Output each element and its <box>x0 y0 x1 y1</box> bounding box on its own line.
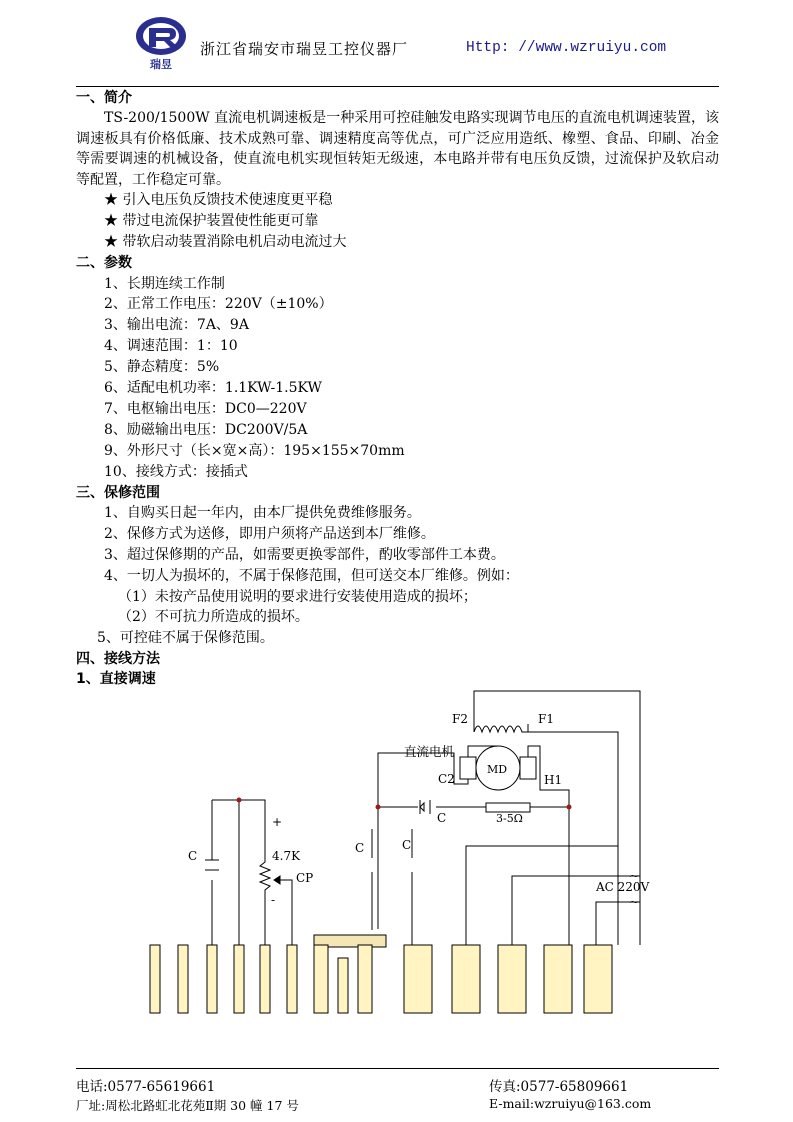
label-motor: 直流电机 <box>404 744 455 759</box>
section3-title: 三、保修范围 <box>76 485 160 501</box>
terminal <box>314 945 328 1013</box>
label-tilde: ~ <box>629 895 640 909</box>
label-pot-value: 4.7K <box>272 849 301 863</box>
terminal <box>584 945 612 1013</box>
footer-fax: 传真:0577-65809661 <box>489 1079 629 1095</box>
label-plus: + <box>272 815 283 829</box>
footer-phone: 电话:0577-65619661 <box>76 1079 216 1095</box>
param-item: 7、电枢输出电压：DC0—220V <box>104 401 307 417</box>
terminal <box>260 945 270 1013</box>
param-item: 2、正常工作电压：220V（±10%） <box>104 296 333 312</box>
label-md: MD <box>487 763 508 776</box>
param-item: 6、适配电机功率：1.1KW-1.5KW <box>104 380 322 396</box>
section4-subtitle: 1、直接调速 <box>76 671 156 687</box>
warranty-item: 5、可控硅不属于保修范围。 <box>97 630 274 646</box>
warranty-item: 2、保修方式为送修，即用户须将产品送到本厂维修。 <box>104 526 435 542</box>
section1-paragraph: TS-200/1500W 直流电机调速板是一种采用可控硅触发电路实现调节电压的直流电机调速装置，该调速板具有价格低廉、技术成熟可靠、调速精度高等优点，可广泛应用造纸、橡塑、食品、印刷、冶金等需要调速的机械设备，使直流电机实现恒转矩无级速，本电路并带有电压负反馈，过流保护及软启动等配置，工作稳定可靠。 <box>76 110 719 188</box>
terminal <box>544 945 572 1013</box>
label-c: C <box>402 838 412 852</box>
label-f1: F1 <box>538 712 554 726</box>
terminal <box>178 945 188 1013</box>
label-tilde: ~ <box>629 869 640 883</box>
junction-dot <box>567 805 572 810</box>
terminal <box>338 958 348 1013</box>
company-name: 浙江省瑞安市瑞昱工控仪器厂 <box>200 40 409 58</box>
section4-title: 四、接线方法 <box>76 651 160 667</box>
label-resistor: 3-5Ω <box>496 812 523 825</box>
label-f2: F2 <box>452 712 468 726</box>
bullet-item: ★ 引入电压负反馈技术使速度更平稳 <box>104 192 333 208</box>
label-minus: - <box>271 893 276 907</box>
param-item: 8、励磁输出电压：DC200V/5A <box>104 422 308 438</box>
param-item: 1、长期连续工作制 <box>104 276 225 292</box>
section2-title: 二、参数 <box>76 255 132 271</box>
terminal <box>358 945 372 1013</box>
warranty-subitem: （2）不可抗力所造成的损坏。 <box>118 609 309 625</box>
footer-email[interactable]: E-mail:wzruiyu@163.com <box>489 1096 652 1111</box>
junction-dot <box>237 798 242 803</box>
param-item: 4、调速范围：1：10 <box>104 338 238 354</box>
label-c2: C2 <box>438 772 455 786</box>
warranty-subitem: （1）未按产品使用说明的要求进行安装使用造成的损坏； <box>118 589 477 605</box>
footer-divider <box>76 1068 719 1069</box>
section1-title: 一、简介 <box>76 90 132 106</box>
terminal <box>287 945 297 1013</box>
param-item: 5、静态精度：5% <box>104 359 220 375</box>
param-item: 9、外形尺寸（长×宽×高）：195×155×70mm <box>104 443 405 459</box>
label-c: C <box>437 811 447 825</box>
terminal <box>150 945 160 1013</box>
param-item: 10、接线方式：接插式 <box>104 464 248 480</box>
warranty-item: 3、超过保修期的产品，如需要更换零部件，酌收零部件工本费。 <box>104 547 505 563</box>
bullet-item: ★ 带过电流保护装置使性能更可靠 <box>104 213 319 229</box>
company-url[interactable]: Http: //www.wzruiyu.com <box>466 40 667 56</box>
warranty-item: 1、自购买日起一年内，由本厂提供免费维修服务。 <box>104 505 421 521</box>
terminal <box>452 945 480 1013</box>
warranty-item: 4、一切人为损坏的，不属于保修范围，但可送交本厂维修。例如： <box>104 568 519 584</box>
label-h1: H1 <box>544 773 563 787</box>
footer-address: 厂址:周松北路虹北花苑Ⅱ期 30 幢 17 号 <box>76 1098 299 1113</box>
terminal <box>404 945 432 1013</box>
label-c: C <box>188 849 198 863</box>
bullet-item: ★ 带软启动装置消除电机启动电流过大 <box>104 234 347 250</box>
label-ac: AC 220V <box>596 880 650 894</box>
shunt-resistor <box>486 803 530 812</box>
label-cp: CP <box>296 871 314 885</box>
label-c: C <box>355 841 365 855</box>
terminal <box>234 945 244 1013</box>
logo-text: 瑞昱 <box>150 58 172 71</box>
brush-c2 <box>460 757 476 779</box>
terminal <box>207 945 217 1013</box>
junction-dot <box>376 805 381 810</box>
brush-h1 <box>520 757 536 779</box>
param-item: 3、输出电流：7A、9A <box>104 317 249 333</box>
terminal <box>498 945 526 1013</box>
